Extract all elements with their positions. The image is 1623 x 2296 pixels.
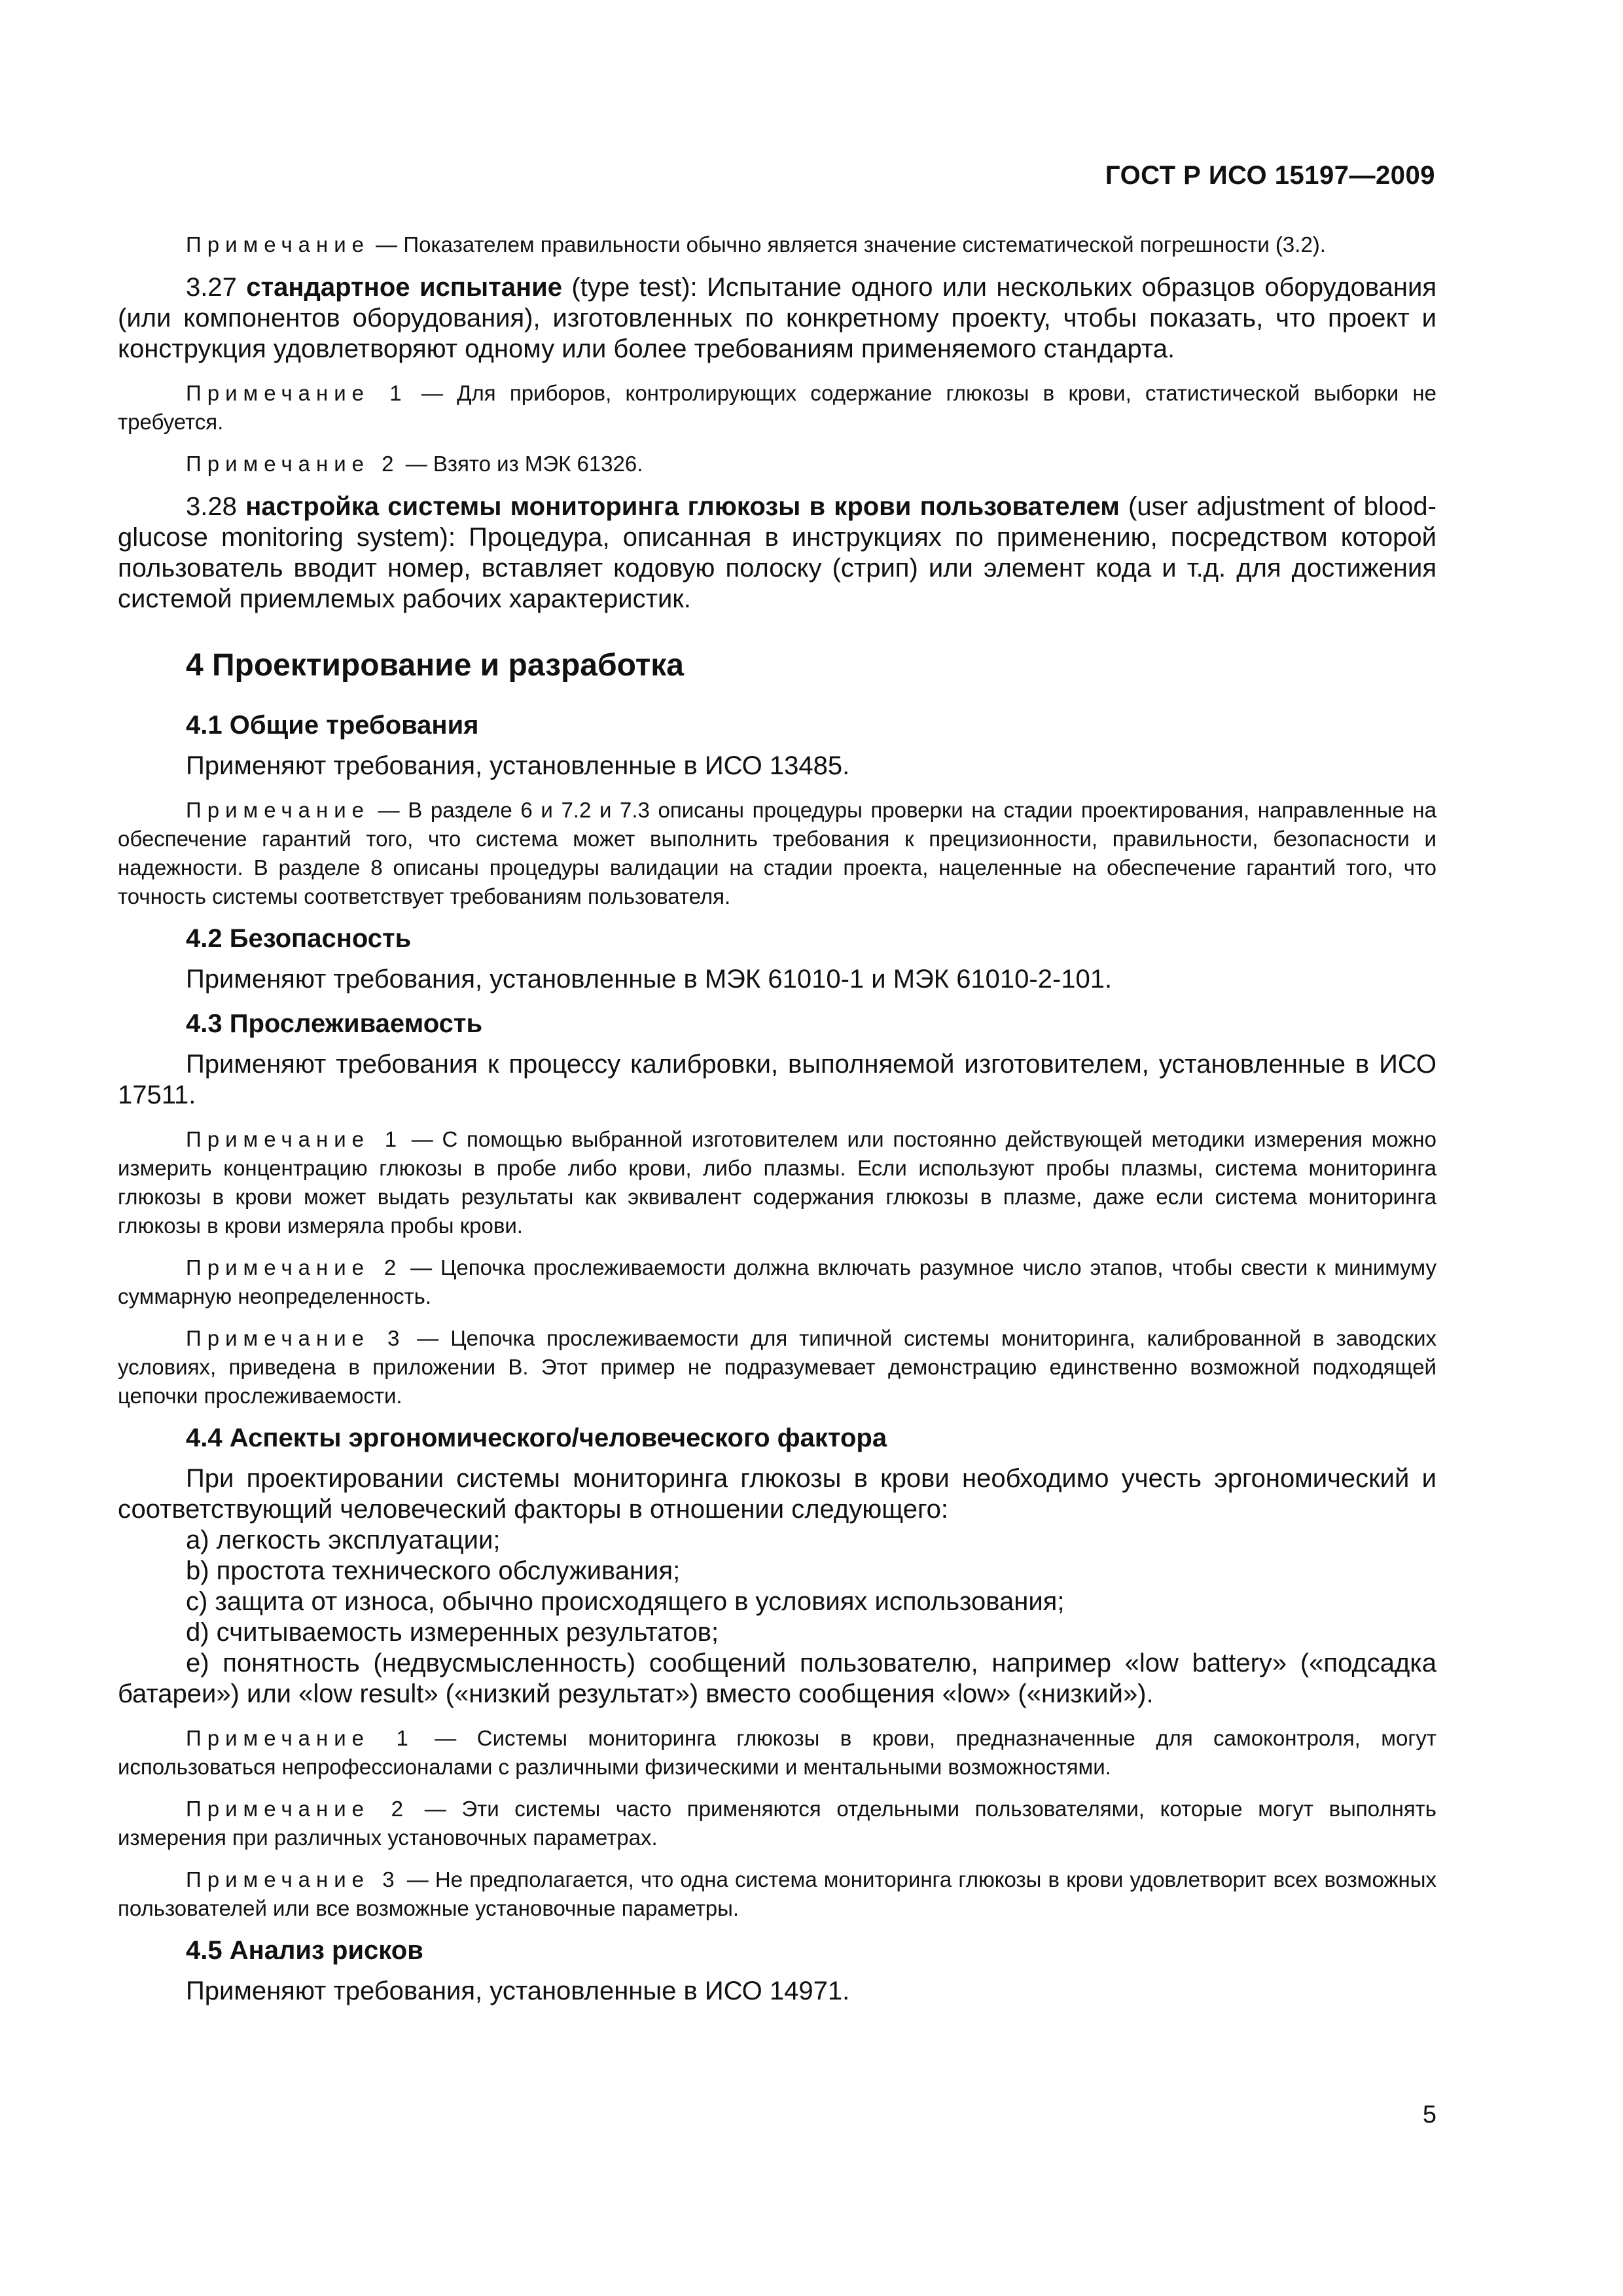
- note-label: Примечание 2: [186, 452, 400, 476]
- note-3-27-2: [118, 450, 1436, 478]
- subsection-4-5-text: Применяют требования, установленные в ИСО 14971.: [186, 1977, 850, 2005]
- note-text: — Цепочка прослеживаемости должна включать разумное число этапов, чтобы свести к минимуму суммарную неопределенность.: [118, 1255, 1436, 1308]
- subsection-4-3-text: Применяют требования к процессу калибровки, выполняемой изготовителем, установленные в ИСО 17511.: [118, 1050, 1436, 1109]
- list-item: d) считываемость измеренных результатов;: [186, 1618, 719, 1647]
- list-item: b) простота технического обслуживания;: [186, 1556, 681, 1585]
- note-label: Примечание 3: [186, 1326, 406, 1350]
- clause-number: 3.27: [186, 273, 247, 302]
- note-text: — Не предполагается, что одна система мониторинга глюкозы в крови удовлетворит всех возможных пользователей или все возможные установочные параметры.: [118, 1867, 1436, 1920]
- subsection-4-2-text: Применяют требования, установленные в МЭК 61010-1 и МЭК 61010-2-101.: [186, 965, 1113, 994]
- clause-term: настройка системы мониторинга глюкозы в крови пользователем: [245, 492, 1120, 521]
- section-4-title: 4 Проектирование и разработка: [186, 648, 684, 683]
- clause-term: стандартное испытание: [246, 273, 562, 302]
- requirements-list: [118, 1525, 1436, 1710]
- list-item: e) понятность (недвусмысленность) сообщений пользователю, например «low battery» («подсадка батареи») или «low result» («низкий результат») вместо сообщения «low» («низкий»).: [118, 1649, 1436, 1708]
- note-label: Примечание 1: [186, 1127, 403, 1151]
- note-text: — В разделе 6 и 7.2 и 7.3 описаны процедуры проверки на стадии проектирования, направленные на обеспечение гарантий того, что система может выполнить требования к прецизионности, правильности, безопасности и надежности. В разделе 8 описаны процедуры валидации на стадии проекта, нацеленные на обеспечение гарантий того, что точность системы соответствует требованиям пользователя.: [118, 798, 1436, 908]
- note-text: — Эти системы часто применяются отдельными пользователями, которые могут выполнять измерения при различных установочных параметрах.: [118, 1797, 1436, 1850]
- note-label: Примечание 3: [186, 1867, 401, 1892]
- clause-3-28: [118, 492, 1436, 615]
- subsection-4-1-text: Применяют требования, установленные в ИСО 13485.: [186, 751, 850, 780]
- note-4-3-1: [118, 1125, 1436, 1240]
- note-text: — Показателем правильности обычно является значение систематической погрешности (3.2).: [370, 232, 1326, 257]
- note-3-26: [118, 230, 1436, 259]
- subsection-4-5-title: 4.5 Анализ рисков: [186, 1936, 423, 1965]
- subsection-4-4-text: При проектировании системы мониторинга глюкозы в крови необходимо учесть эргономический и соответствующий человеческий факторы в отношении следующего:: [118, 1464, 1436, 1524]
- note-label: Примечание 2: [186, 1255, 402, 1280]
- clause-text: (type test): Испытание одного или нескольких образцов оборудования (или компонентов оборудования), изготовленных по конкретному проекту, чтобы показать, что проект и конструкция удовлетворяют одному или более требованиям применяемого стандарта.: [118, 273, 1436, 363]
- page-number: 5: [1422, 2101, 1436, 2128]
- note-text: — Системы мониторинга глюкозы в крови, предназначенные для самоконтроля, могут использоваться непрофессионалами с различными физическими и ментальными возможностями.: [118, 1726, 1436, 1779]
- note-label: Примечание 1: [186, 1726, 414, 1750]
- note-4-4-3: [118, 1865, 1436, 1923]
- note-4-3-2: [118, 1253, 1436, 1311]
- note-text: — Цепочка прослеживаемости для типичной системы мониторинга, калиброванной в заводских условиях, приведена в приложении В. Этот пример не подразумевает демонстрацию единственно возможной подходящей цепочки прослеживаемости.: [118, 1326, 1437, 1408]
- subsection-4-2-title: 4.2 Безопасность: [186, 924, 412, 953]
- list-item: c) защита от износа, обычно происходящего в условиях использования;: [186, 1587, 1065, 1616]
- note-4-4-2: [118, 1795, 1436, 1852]
- note-label: Примечание: [186, 232, 370, 257]
- document-body: [118, 230, 1436, 2021]
- note-label: Примечание 1: [186, 381, 408, 405]
- note-4-1: [118, 796, 1436, 911]
- note-text: — Для приборов, контролирующих содержание глюкозы в крови, статистической выборки не требуется.: [118, 381, 1436, 434]
- subsection-4-3-title: 4.3 Прослеживаемость: [186, 1009, 483, 1038]
- note-label: Примечание: [186, 798, 370, 822]
- clause-number: 3.28: [186, 492, 246, 521]
- subsection-4-1-title: 4.1 Общие требования: [186, 711, 479, 740]
- note-text: — С помощью выбранной изготовителем или постоянно действующей методики измерения можно измерить концентрацию глюкозы в пробе либо крови, либо плазмы. Если используют пробы плазмы, система мониторинга глюкозы в крови может выдать результаты как эквивалент содержания глюкозы в плазме, даже если система мониторинга глюкозы в крови измеряла пробы крови.: [118, 1127, 1436, 1238]
- subsection-4-4-title: 4.4 Аспекты эргономического/человеческого фактора: [186, 1424, 887, 1452]
- note-label: Примечание 2: [186, 1797, 410, 1821]
- list-item: a) легкость эксплуатации;: [186, 1526, 501, 1554]
- document-header: ГОСТ Р ИСО 15197—2009: [1105, 161, 1435, 190]
- note-4-3-3: [118, 1324, 1436, 1410]
- note-3-27-1: [118, 379, 1436, 437]
- note-text: — Взято из МЭК 61326.: [399, 452, 643, 476]
- clause-text: (user adjustment of blood-glucose monitoring system): Процедура, описанная в инструкциях по применению, посредством которой пользователь вводит номер, вставляет кодовую полоску (стрип) или элемент кода и т.д. для достижения системой приемлемых рабочих характеристик.: [118, 492, 1436, 613]
- clause-3-27: [118, 272, 1436, 365]
- note-4-4-1: [118, 1724, 1436, 1782]
